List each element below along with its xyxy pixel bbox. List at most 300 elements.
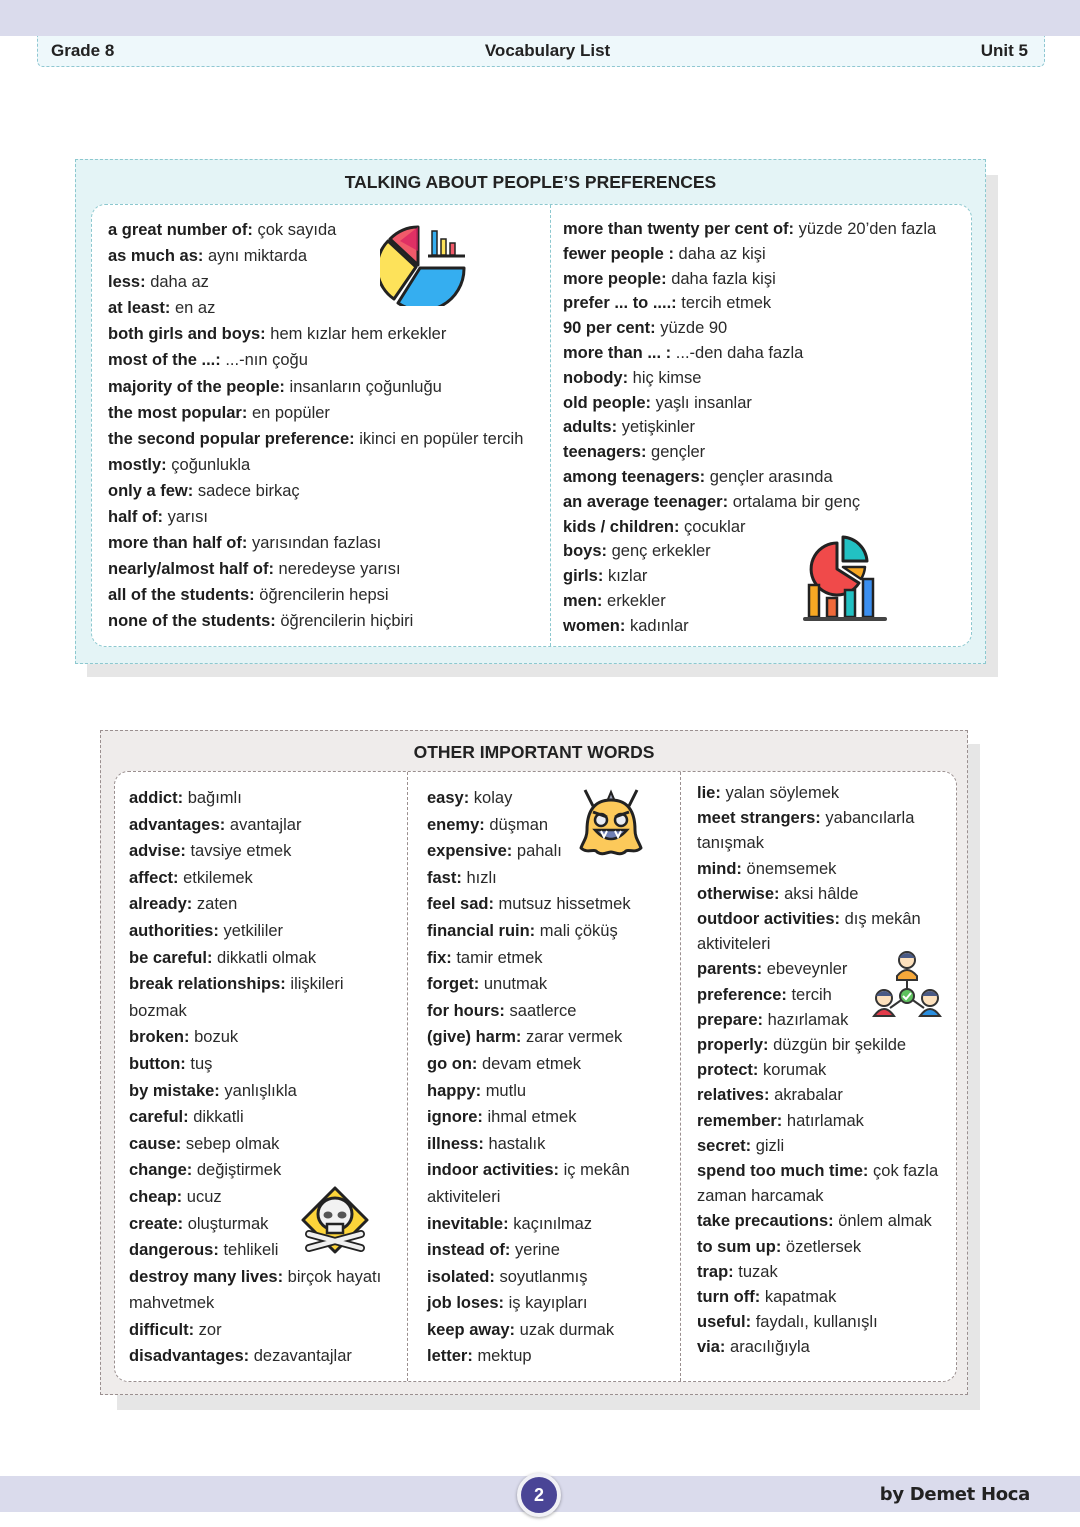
column-3	[697, 781, 959, 1381]
vocab-term: disadvantages:	[129, 1347, 250, 1366]
skull-danger-icon	[299, 1184, 371, 1256]
vocab-entry	[563, 465, 963, 490]
vocab-term: none of the students:	[108, 612, 276, 631]
vocab-entry	[129, 1343, 401, 1370]
vocab-entry	[108, 608, 548, 634]
vocab-meaning: çoğunlukla	[171, 455, 251, 474]
vocab-meaning: düzgün bir şekilde	[773, 1036, 907, 1055]
vocab-meaning: aynı miktarda	[207, 247, 308, 266]
other-words-section	[100, 730, 982, 1410]
section-frame	[75, 159, 986, 664]
unit-label: Unit 5	[980, 41, 1028, 60]
vocab-term: instead of:	[427, 1241, 511, 1260]
vocab-term: both girls and boys:	[108, 325, 266, 344]
vocab-entry	[563, 440, 963, 465]
section-title: TALKING ABOUT PEOPLE’S PREFERENCES	[344, 172, 717, 192]
vocab-term: dangerous:	[129, 1241, 219, 1260]
vocab-meaning: hızlı	[466, 868, 497, 887]
vocab-meaning: insanların çoğunluğu	[289, 377, 442, 396]
vocab-entry	[697, 1310, 959, 1335]
column-divider	[550, 205, 551, 646]
vocab-term: via:	[697, 1338, 726, 1357]
vocab-term: all of the students:	[108, 586, 255, 605]
vocab-entry	[129, 812, 401, 839]
vocab-entry	[129, 1051, 401, 1078]
vocab-term: teenagers:	[563, 443, 647, 462]
vocab-entry	[427, 1237, 682, 1264]
vocab-term: mind:	[697, 859, 742, 878]
vocab-entry	[427, 785, 682, 812]
vocab-entry	[108, 582, 548, 608]
entry-list	[563, 217, 963, 639]
vocab-meaning: bağımlı	[187, 789, 242, 807]
vocab-entry	[563, 589, 963, 614]
vocab-meaning: yalan söylemek	[725, 784, 840, 802]
vocab-term: destroy many lives:	[129, 1267, 284, 1286]
vocab-term: for hours:	[427, 1001, 505, 1020]
vocab-term: keep away:	[427, 1320, 516, 1339]
vocab-term: fix:	[427, 948, 452, 967]
vocab-meaning: kadınlar	[629, 616, 689, 635]
vocab-meaning: yabancılarla tanışmak	[697, 809, 915, 853]
vocab-entry	[108, 374, 548, 400]
vocab-entry	[129, 865, 401, 892]
pie-chart-icon	[380, 221, 470, 306]
entry-list	[427, 785, 682, 1370]
vocab-meaning: pahalı	[516, 842, 562, 861]
page-header	[37, 36, 1045, 67]
vocab-entry	[697, 1134, 959, 1159]
chart-analytics-icon	[803, 535, 887, 623]
vocab-entry	[563, 515, 963, 540]
section-title: OTHER IMPORTANT WORDS	[413, 742, 655, 762]
vocab-entry	[563, 291, 963, 316]
people-network-icon	[870, 946, 944, 1020]
vocab-entry	[563, 490, 963, 515]
author-credit: by Demet Hoca	[879, 1484, 1030, 1505]
vocab-term: fewer people :	[563, 244, 674, 263]
column-divider	[680, 772, 681, 1381]
vocab-entry	[108, 504, 548, 530]
section-frame	[100, 730, 968, 1395]
vocab-term: lie:	[697, 784, 721, 802]
vocab-meaning: kaçınılmaz	[513, 1214, 593, 1233]
vocab-entry	[697, 1335, 959, 1360]
vocab-term: most of the ...:	[108, 351, 221, 370]
vocab-entry	[563, 217, 963, 242]
vocab-term: be careful:	[129, 948, 213, 967]
vocab-entry	[697, 1285, 959, 1310]
vocab-term: more than ... :	[563, 343, 672, 362]
vocab-term: create:	[129, 1214, 184, 1233]
vocab-meaning: ortalama bir genç	[732, 492, 861, 511]
vocab-term: turn off:	[697, 1288, 761, 1307]
vocab-meaning: yetkililer	[223, 921, 284, 940]
vocab-term: as much as:	[108, 247, 204, 266]
vocab-term: by mistake:	[129, 1081, 220, 1100]
vocab-entry	[563, 564, 963, 589]
vocab-term: only a few:	[108, 481, 194, 500]
vocab-term: secret:	[697, 1136, 752, 1155]
vocab-term: remember:	[697, 1111, 783, 1130]
vocab-meaning: yarısından fazlası	[251, 534, 382, 553]
vocab-term: break relationships:	[129, 975, 286, 994]
vocab-entry	[697, 1159, 959, 1209]
section-content	[91, 204, 972, 647]
vocab-entry	[563, 391, 963, 416]
top-band	[0, 0, 1080, 36]
vocab-entry	[427, 891, 682, 918]
vocab-entry	[427, 1104, 682, 1131]
vocab-entry	[563, 614, 963, 639]
vocab-term: meet strangers:	[697, 809, 821, 828]
vocab-meaning: sebep olmak	[185, 1134, 280, 1153]
vocab-entry	[697, 1058, 959, 1083]
vocab-meaning: tercih etmek	[681, 294, 772, 313]
vocab-term: 90 per cent:	[563, 319, 656, 338]
vocab-meaning: yarısı	[167, 508, 208, 527]
vocab-meaning: yüzde 90	[660, 319, 728, 338]
vocab-entry	[108, 269, 548, 295]
vocab-entry	[427, 812, 682, 839]
vocab-term: job loses:	[427, 1294, 505, 1313]
vocab-term: illness:	[427, 1134, 484, 1153]
vocab-meaning: tercih	[791, 985, 832, 1004]
vocab-term: the second popular preference:	[108, 429, 355, 448]
vocab-term: more than half of:	[108, 534, 248, 553]
vocab-meaning: yerine	[515, 1241, 560, 1260]
grade-label: Grade 8	[51, 41, 115, 60]
vocab-meaning: daha az kişi	[678, 244, 766, 263]
vocab-meaning: etkilemek	[183, 868, 253, 887]
vocab-meaning: avantajlar	[229, 815, 302, 834]
vocab-entry	[108, 426, 548, 452]
vocab-entry	[129, 1157, 401, 1184]
vocab-meaning: tuzak	[738, 1262, 778, 1281]
vocab-entry	[108, 530, 548, 556]
vocab-term: fast:	[427, 868, 462, 887]
vocab-term: among teenagers:	[563, 467, 706, 486]
vocab-term: prepare:	[697, 1010, 764, 1029]
vocab-meaning: tavsiye etmek	[190, 842, 292, 861]
vocab-meaning: daha az	[150, 273, 209, 292]
vocab-term: financial ruin:	[427, 921, 536, 940]
right-column	[563, 217, 963, 646]
vocab-term: adults:	[563, 418, 618, 437]
vocab-term: to sum up:	[697, 1237, 782, 1256]
vocab-meaning: akrabalar	[774, 1086, 843, 1105]
vocab-entry	[563, 267, 963, 292]
vocab-entry	[108, 321, 548, 347]
vocab-term: cause:	[129, 1134, 182, 1153]
vocab-meaning: en popüler	[251, 403, 330, 422]
vocab-entry	[129, 891, 401, 918]
vocab-entry	[427, 865, 682, 892]
vocab-term: nobody:	[563, 368, 629, 387]
vocab-entry	[427, 998, 682, 1025]
vocab-meaning: en az	[174, 299, 216, 318]
vocab-entry	[108, 556, 548, 582]
monster-icon	[579, 786, 643, 860]
vocab-term: isolated:	[427, 1267, 495, 1286]
vocab-meaning: genç erkekler	[611, 542, 711, 561]
vocab-entry	[427, 1264, 682, 1291]
vocab-term: already:	[129, 895, 193, 914]
vocab-entry	[697, 1260, 959, 1285]
vocab-term: boys:	[563, 542, 608, 561]
vocab-meaning: gençler	[651, 443, 706, 462]
vocab-meaning: faydalı, kullanışlı	[755, 1313, 878, 1332]
entry-list	[697, 781, 959, 1361]
vocab-entry	[129, 1264, 401, 1317]
vocab-term: enemy:	[427, 815, 485, 834]
vocab-meaning: dış mekân aktiviteleri	[697, 910, 921, 954]
vocab-meaning: aracılığıyla	[730, 1338, 810, 1357]
vocab-meaning: bozuk	[194, 1028, 239, 1047]
vocab-entry	[108, 478, 548, 504]
vocab-meaning: saatlerce	[509, 1001, 577, 1020]
vocab-entry	[427, 1157, 682, 1210]
vocab-meaning: düşman	[489, 815, 549, 834]
vocab-meaning: tehlikeli	[223, 1241, 279, 1260]
vocab-entry	[427, 945, 682, 972]
vocab-meaning: çok sayıda	[257, 221, 337, 239]
vocab-entry	[427, 1024, 682, 1051]
vocab-meaning: ...-den daha fazla	[675, 343, 804, 362]
vocab-term: useful:	[697, 1313, 752, 1332]
vocab-entry	[108, 295, 548, 321]
vocab-meaning: hastalık	[488, 1134, 546, 1153]
vocab-entry	[129, 838, 401, 865]
vocab-entry	[427, 1290, 682, 1317]
vocab-entry	[427, 918, 682, 945]
entry-list	[129, 785, 401, 1370]
vocab-term: feel sad:	[427, 895, 494, 914]
vocab-term: old people:	[563, 393, 651, 412]
vocab-meaning: özetlersek	[785, 1237, 862, 1256]
vocab-entry	[129, 971, 401, 1024]
vocab-term: authorities:	[129, 921, 219, 940]
vocab-entry	[129, 1024, 401, 1051]
vocab-entry	[129, 918, 401, 945]
vocab-meaning: yaşlı insanlar	[655, 393, 752, 412]
vocab-entry	[563, 366, 963, 391]
vocab-entry	[129, 1317, 401, 1344]
section-content	[114, 771, 957, 1382]
vocab-term: inevitable:	[427, 1214, 509, 1233]
vocab-term: properly:	[697, 1036, 769, 1055]
vocab-meaning: tuş	[190, 1054, 213, 1073]
vocab-term: majority of the people:	[108, 377, 285, 396]
vocab-meaning: daha fazla kişi	[671, 269, 776, 288]
vocab-term: more than twenty per cent of:	[563, 220, 795, 238]
vocab-entry	[427, 1078, 682, 1105]
vocab-meaning: neredeyse yarısı	[278, 560, 401, 579]
vocab-meaning: erkekler	[607, 591, 666, 610]
page-number-badge: 2	[517, 1473, 561, 1517]
vocab-entry	[427, 1211, 682, 1238]
vocab-term: letter:	[427, 1347, 473, 1366]
vocab-meaning: birçok hayatı mahvetmek	[129, 1267, 382, 1313]
vocab-term: (give) harm:	[427, 1028, 522, 1047]
vocab-entry	[697, 1235, 959, 1260]
vocab-meaning: iç mekân aktiviteleri	[427, 1161, 630, 1206]
vocab-entry	[563, 539, 963, 564]
vocab-meaning: önemsemek	[746, 859, 837, 878]
vocab-meaning: dikkatli	[193, 1108, 244, 1127]
vocab-meaning: öğrencilerin hiçbiri	[280, 612, 414, 631]
vocab-entry	[563, 415, 963, 440]
vocab-meaning: dikkatli olmak	[217, 948, 317, 967]
vocab-term: advise:	[129, 842, 186, 861]
vocab-term: girls:	[563, 567, 604, 586]
vocab-term: the most popular:	[108, 403, 248, 422]
vocab-term: addict:	[129, 789, 184, 807]
vocab-term: indoor activities:	[427, 1161, 560, 1180]
vocab-entry	[697, 882, 959, 907]
page-title: Vocabulary List	[484, 41, 611, 60]
vocab-entry	[427, 1343, 682, 1370]
vocab-meaning: hatırlamak	[786, 1111, 864, 1130]
vocab-meaning: aksi hâlde	[784, 884, 859, 903]
vocab-term: nearly/almost half of:	[108, 560, 274, 579]
vocab-meaning: çok fazla zaman harcamak	[697, 1162, 939, 1206]
vocab-meaning: çocuklar	[684, 517, 746, 536]
vocab-term: expensive:	[427, 842, 513, 861]
vocab-entry	[427, 971, 682, 998]
vocab-meaning: hem kızlar hem erkekler	[270, 325, 447, 344]
left-column	[108, 217, 548, 646]
vocab-term: easy:	[427, 789, 470, 807]
vocab-term: mostly:	[108, 455, 167, 474]
vocab-meaning: korumak	[763, 1061, 827, 1080]
vocab-meaning: mektup	[477, 1347, 532, 1366]
vocab-meaning: ihmal etmek	[487, 1108, 577, 1127]
vocab-term: less:	[108, 273, 146, 292]
vocab-term: otherwise:	[697, 884, 780, 903]
column-2	[427, 785, 682, 1381]
vocab-term: preference:	[697, 985, 787, 1004]
vocab-meaning: yüzde 20’den fazla	[798, 220, 937, 238]
vocab-entry	[427, 1131, 682, 1158]
vocab-term: ignore:	[427, 1108, 483, 1127]
vocab-entry	[697, 1209, 959, 1234]
vocab-entry	[129, 1078, 401, 1105]
vocab-entry	[697, 806, 959, 856]
vocab-term: difficult:	[129, 1320, 195, 1339]
vocab-meaning: zaten	[196, 895, 238, 914]
vocab-meaning: ikinci en popüler tercih	[359, 429, 524, 448]
vocab-entry	[129, 945, 401, 972]
vocab-entry	[697, 1109, 959, 1134]
vocab-meaning: tamir etmek	[456, 948, 543, 967]
vocab-meaning: dezavantajlar	[253, 1347, 352, 1366]
vocab-meaning: mali çöküş	[539, 921, 618, 940]
vocab-meaning: gençler arasında	[709, 467, 833, 486]
vocab-entry	[563, 316, 963, 341]
vocab-term: half of:	[108, 508, 163, 527]
vocab-term: prefer ... to ....:	[563, 294, 677, 313]
vocab-meaning: zor	[198, 1320, 222, 1339]
vocab-term: spend too much time:	[697, 1162, 869, 1181]
vocab-term: advantages:	[129, 815, 226, 834]
vocab-entry	[697, 1033, 959, 1058]
vocab-term: broken:	[129, 1028, 190, 1047]
entry-list	[108, 217, 548, 635]
vocab-entry	[108, 400, 548, 426]
vocab-meaning: zarar vermek	[526, 1028, 623, 1047]
vocab-meaning: iş kayıpları	[508, 1294, 588, 1313]
vocab-meaning: devam etmek	[482, 1054, 582, 1073]
vocab-entry	[427, 1051, 682, 1078]
vocab-term: women:	[563, 616, 626, 635]
vocab-meaning: ilişkileri bozmak	[129, 975, 344, 1020]
vocab-meaning: hiç kimse	[632, 368, 702, 387]
vocab-meaning: yetişkinler	[621, 418, 696, 437]
vocab-term: careful:	[129, 1108, 189, 1127]
vocab-term: go on:	[427, 1054, 478, 1073]
vocab-term: relatives:	[697, 1086, 770, 1105]
vocab-meaning: uzak durmak	[519, 1320, 615, 1339]
vocab-term: more people:	[563, 269, 667, 288]
vocab-meaning: öğrencilerin hepsi	[259, 586, 389, 605]
vocab-meaning: sadece birkaç	[197, 481, 300, 500]
vocab-meaning: değiştirmek	[196, 1161, 282, 1180]
vocab-term: an average teenager:	[563, 492, 729, 511]
vocab-term: happy:	[427, 1081, 482, 1100]
vocab-meaning: ebeveynler	[766, 960, 848, 979]
vocab-entry	[108, 452, 548, 478]
vocab-meaning: soyutlanmış	[499, 1267, 588, 1286]
column-divider	[407, 772, 408, 1381]
vocab-meaning: kolay	[473, 789, 513, 807]
vocab-meaning: önlem almak	[838, 1212, 932, 1231]
vocab-term: outdoor activities:	[697, 910, 841, 929]
vocab-meaning: unutmak	[483, 975, 548, 994]
vocab-entry	[129, 785, 401, 812]
vocab-term: men:	[563, 591, 603, 610]
vocab-term: cheap:	[129, 1187, 183, 1206]
vocab-meaning: gizli	[755, 1136, 785, 1155]
preferences-section	[75, 159, 1000, 677]
vocab-term: trap:	[697, 1262, 734, 1281]
vocab-entry	[129, 1131, 401, 1158]
vocab-term: parents:	[697, 960, 763, 979]
vocab-meaning: mutlu	[485, 1081, 527, 1100]
vocab-entry	[129, 1104, 401, 1131]
vocab-term: forget:	[427, 975, 480, 994]
vocab-meaning: hazırlamak	[767, 1010, 849, 1029]
vocab-meaning: ucuz	[186, 1187, 222, 1206]
vocab-meaning: yanlışlıkla	[224, 1081, 297, 1100]
vocab-term: button:	[129, 1054, 186, 1073]
vocab-entry	[697, 781, 959, 806]
vocab-entry	[108, 217, 548, 243]
vocab-term: protect:	[697, 1061, 759, 1080]
vocab-term: take precautions:	[697, 1212, 834, 1231]
vocab-meaning: ...-nın çoğu	[225, 351, 308, 370]
vocab-meaning: oluşturmak	[187, 1214, 269, 1233]
vocab-entry	[697, 1083, 959, 1108]
vocab-term: kids / children:	[563, 517, 680, 536]
vocab-entry	[427, 1317, 682, 1344]
vocab-entry	[108, 243, 548, 269]
vocab-term: a great number of:	[108, 221, 253, 239]
vocab-meaning: mutsuz hissetmek	[498, 895, 631, 914]
vocab-term: affect:	[129, 868, 179, 887]
vocab-meaning: kızlar	[607, 567, 648, 586]
vocab-entry	[563, 341, 963, 366]
